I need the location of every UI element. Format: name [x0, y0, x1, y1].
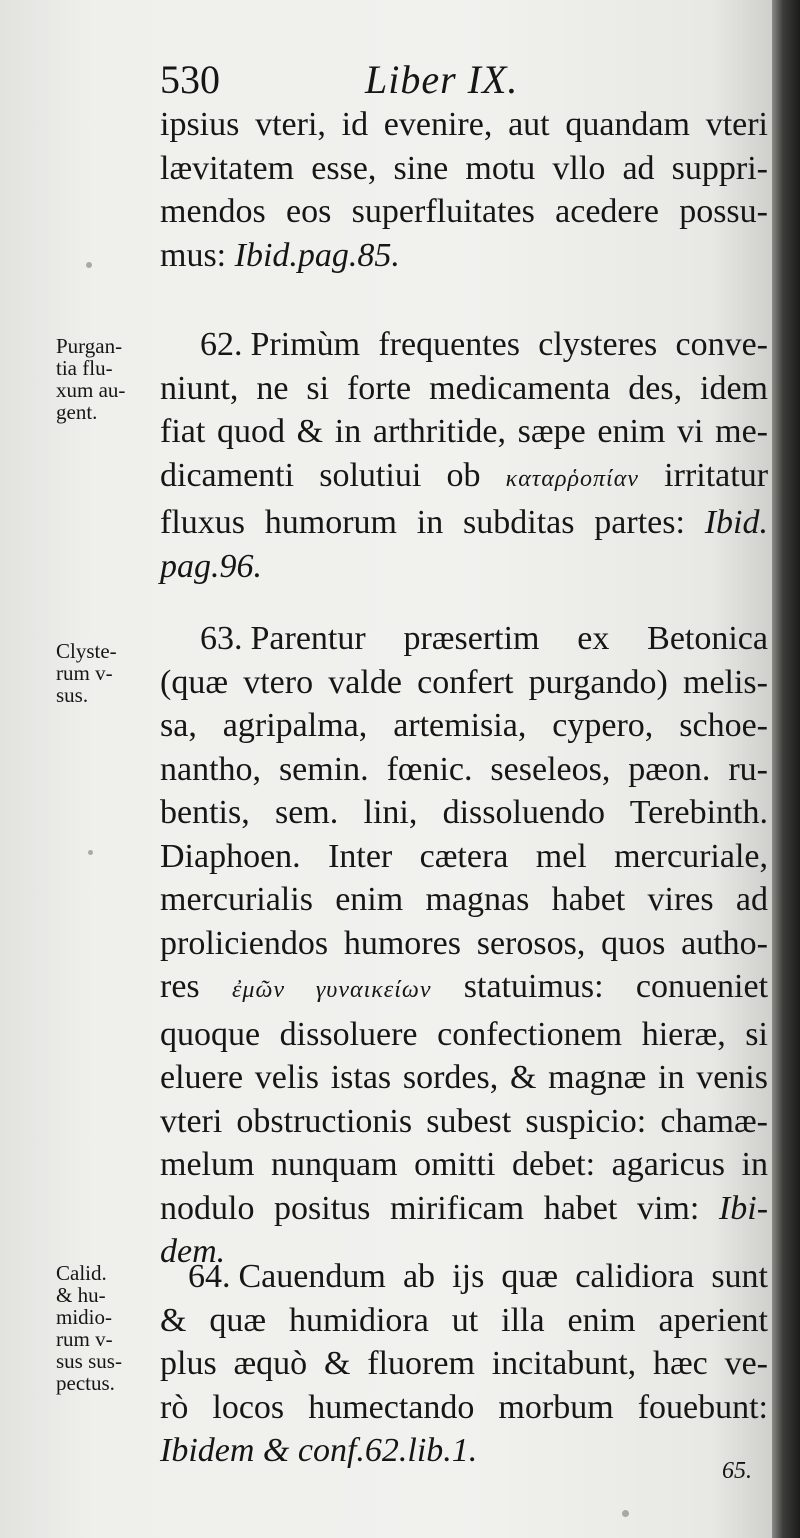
- running-title: Liber IX.: [365, 57, 519, 102]
- text-line: Diaphoen. Inter cætera mel mercuriale,: [160, 837, 768, 875]
- text-line: quoque dissoluere confectionem hieræ, si: [160, 1015, 768, 1053]
- margin-note-line: Purgan-: [56, 334, 123, 358]
- text-span: fluxus humorum in subditas partes:: [160, 504, 685, 541]
- margin-note-line: Clyste-: [56, 639, 117, 663]
- margin-note-line: Calid.: [56, 1261, 107, 1285]
- paragraph-number: 63.: [200, 620, 243, 657]
- text-span: Parentur præsertim ex Betonica: [250, 620, 768, 657]
- reference: Ibid.pag.85.: [234, 236, 400, 274]
- text-span: irritatur: [664, 456, 769, 494]
- text-line: [160, 323, 768, 367]
- text-line: lævitatem esse, sine motu vllo ad suppri-: [160, 149, 768, 187]
- greek-word: ἐμῶν γυναικείων: [231, 977, 432, 1003]
- text-line: [160, 501, 768, 545]
- text-line: mendos eos superfluitates acedere possu-: [160, 193, 768, 230]
- text-span: Primùm frequentes clysteres conve-: [250, 326, 768, 363]
- text-line: [160, 454, 768, 502]
- text-span: mus:: [160, 236, 227, 274]
- catchword: 65.: [722, 1458, 752, 1484]
- reference-line: Ibidem & conf.62.lib.1.: [160, 1432, 478, 1469]
- margin-note-line: pectus.: [56, 1371, 115, 1395]
- paragraph-64: [160, 1255, 768, 1473]
- margin-note-line: rum v-: [56, 1327, 113, 1351]
- greek-word: καταρῥοπίαν: [505, 465, 639, 492]
- reference: Ibi-: [718, 1189, 769, 1227]
- ink-speck: [86, 262, 92, 268]
- text-line: bentis, sem. lini, dissoluendo Terebinth.: [160, 794, 768, 831]
- text-line: [160, 234, 768, 278]
- reference: Ibid.: [704, 504, 768, 541]
- paragraph-63: [160, 617, 768, 1274]
- text-span: dicamenti solutiui ob: [160, 456, 481, 494]
- paragraph-number: 64.: [188, 1258, 231, 1295]
- text-line: vteri obstructionis subest suspicio: chamæ-: [160, 1102, 768, 1140]
- reference-line: dem.: [160, 1233, 226, 1270]
- page-gutter: [772, 0, 800, 1538]
- text-span: Cauendum ab ijs quæ calidiora sunt: [238, 1258, 768, 1295]
- text-line: & quæ humidiora ut illa enim aperient: [160, 1301, 768, 1339]
- text-line: nantho, semin. fœnic. seseleos, pæon. ru-: [160, 750, 768, 788]
- margin-note-line: tia flu-: [56, 356, 113, 380]
- text-line: [160, 965, 768, 1013]
- text-line: plus æquò & fluorem incitabunt, hæc ve-: [160, 1345, 768, 1382]
- page-header: [160, 52, 600, 102]
- margin-note-line: & hu-: [56, 1283, 106, 1307]
- paragraph-62: [160, 323, 768, 588]
- text-line: [160, 1255, 768, 1299]
- margin-note-line: sus sus-: [56, 1349, 122, 1373]
- text-line: [160, 617, 768, 661]
- reference-line: pag.96.: [160, 547, 262, 585]
- ink-speck: [88, 850, 93, 855]
- ink-speck: [622, 1510, 629, 1517]
- paragraph-number: 62.: [200, 326, 243, 363]
- text-line: (quæ vtero valde confert purgando) melis-: [160, 663, 768, 701]
- text-line: melum nunquam omitti debet: agaricus in: [160, 1146, 768, 1183]
- text-span: nodulo positus mirificam habet vim:: [160, 1189, 700, 1227]
- text-line: mercurialis enim magnas habet vires ad: [160, 881, 768, 918]
- margin-note-purgantia: [56, 335, 154, 423]
- paragraph-continuation: [160, 103, 768, 277]
- page-number: 530: [160, 57, 220, 102]
- margin-note-line: midio-: [56, 1305, 112, 1329]
- text-line: eluere velis istas sordes, & magnæ in venis: [160, 1059, 768, 1096]
- text-line: proliciendos humores serosos, quos autho-: [160, 924, 768, 962]
- margin-note-clysterum: [56, 640, 154, 706]
- text-line: niunt, ne si forte medicamenta des, idem: [160, 369, 768, 407]
- margin-note-line: gent.: [56, 400, 98, 424]
- margin-note-line: xum au-: [56, 378, 126, 402]
- text-line: [160, 1187, 768, 1231]
- text-span: statuimus: conueniet: [463, 968, 769, 1005]
- text-line: sa, agripalma, artemisia, cypero, schoe-: [160, 707, 768, 744]
- margin-note-line: sus.: [56, 683, 89, 707]
- text-span: res: [160, 968, 200, 1005]
- margin-note-calidiorum: [56, 1262, 154, 1394]
- text-line: fiat quod & in arthritide, sæpe enim vi me-: [160, 413, 768, 450]
- text-line: ipsius vteri, id evenire, aut quandam vteri: [160, 106, 768, 143]
- text-line: rò locos humectando morbum fouebunt:: [160, 1388, 768, 1426]
- margin-note-line: rum v-: [56, 661, 113, 685]
